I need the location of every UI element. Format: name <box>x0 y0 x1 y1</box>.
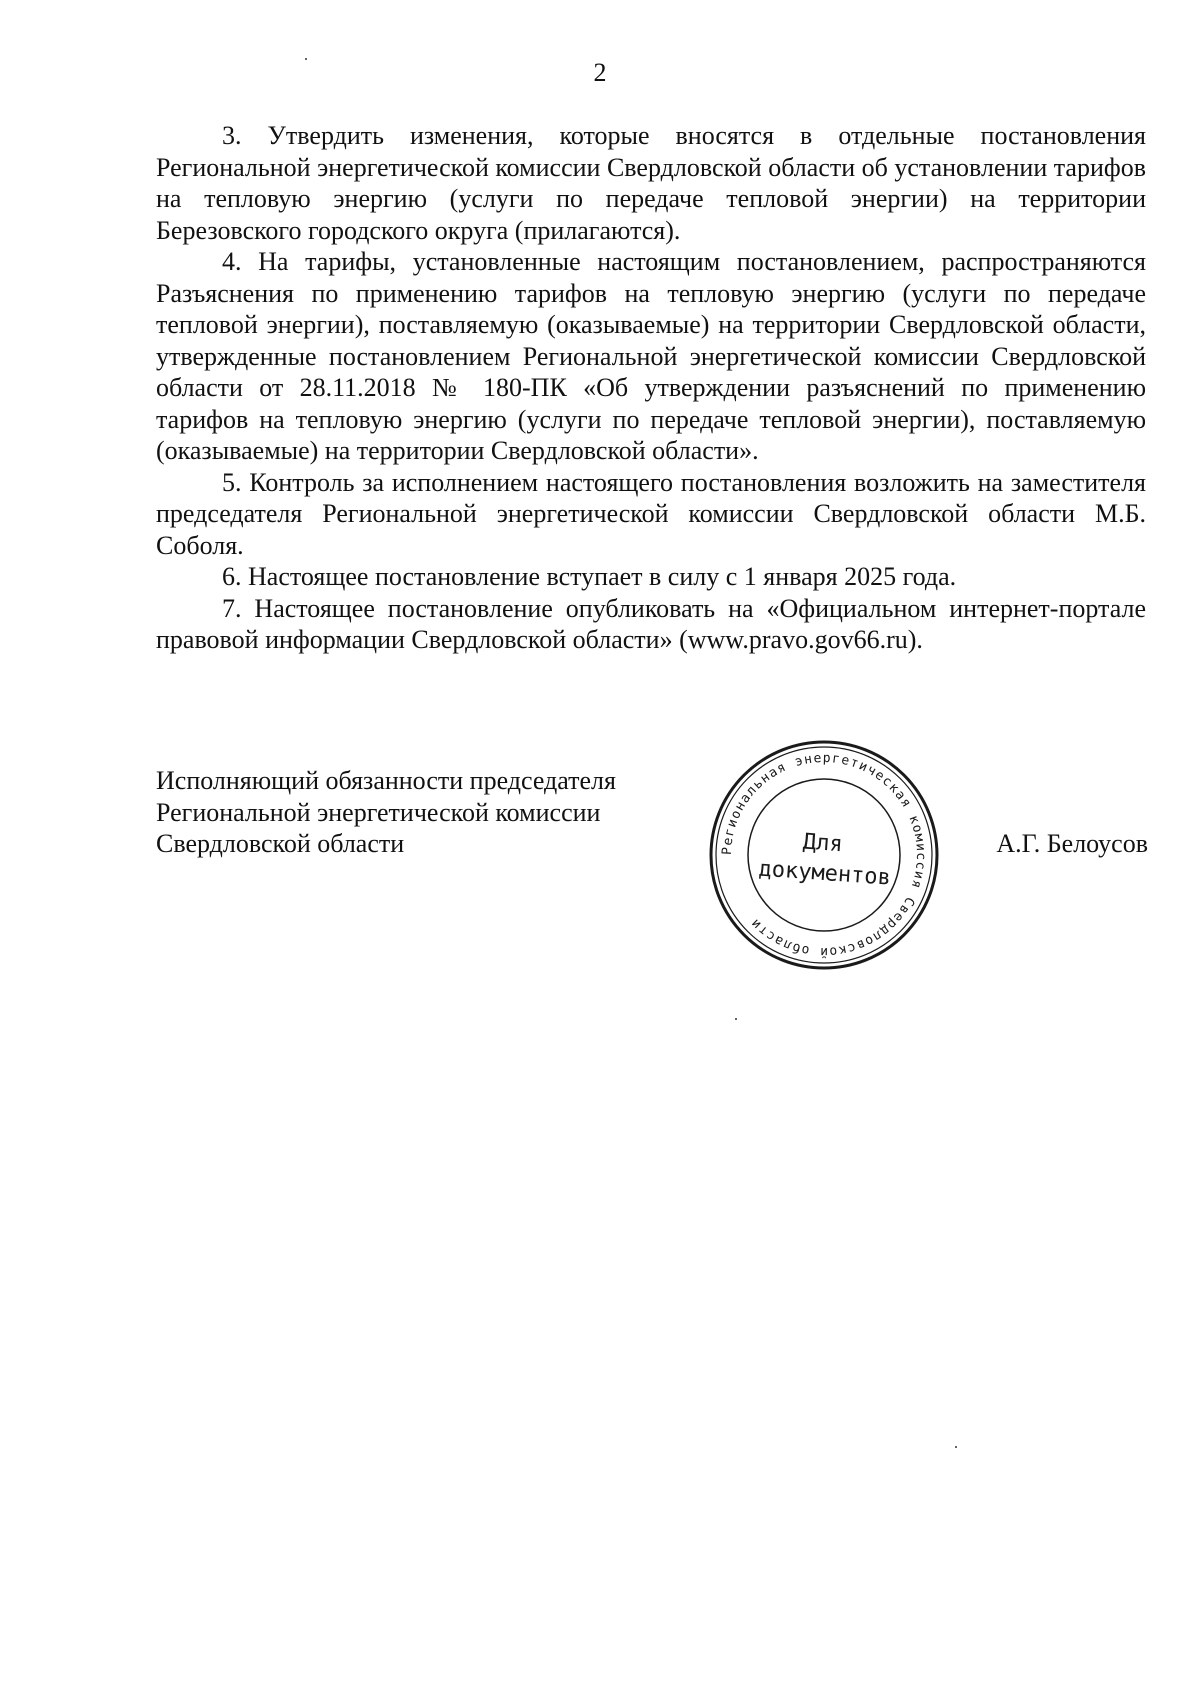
signatory-name: А.Г. Белоусов <box>996 829 1148 858</box>
scan-speck <box>305 58 307 60</box>
scan-speck <box>735 1018 737 1020</box>
paragraph-7: 7. Настоящее постановление опубликовать на «Официальном интернет-портале правовой информации Свердловской области» (www.pravo.gov66.ru). <box>156 593 1146 654</box>
stamp-center-line: документов <box>757 856 892 891</box>
signatory-position <box>156 765 616 860</box>
paragraph-5: 5. Контроль за исполнением настоящего постановления возложить на заместителя председателя Региональной энергетической комиссии Свердловской области М.Б. Соболя. <box>156 467 1146 560</box>
paragraph-3: 3. Утвердить изменения, которые вносятся в отдельные постановления Региональной энергетической комиссии Свердловской области об установлении тарифов на тепловую энергию (услуги по передаче тепловой энергии) на территории Березовского городского округа (прилагаются). <box>156 121 1146 245</box>
paragraph-4: 4. На тарифы, установленные настоящим постановлением, распространяются Разъяснения по применению тарифов на тепловую энергию (услуги по передаче тепловой энергии), поставляемую (оказываемые) на территории Свердловской области, утвержденные постановлением Региональной энергетической комиссии Свердловской области от 28.11.2018 № 180-ПК «Об утверждении разъяснений по применению тарифов на тепловую энергию (услуги по передаче тепловой энергии), поставляемую (оказываемые) на территории Свердловской области». <box>156 247 1146 465</box>
signatory-position-line: Свердловской области <box>156 829 405 858</box>
scan-speck <box>955 1446 957 1448</box>
document-body <box>156 120 1146 656</box>
page-number: 2 <box>593 58 607 87</box>
signatory-position-line: Исполняющий обязанности председателя <box>156 766 616 795</box>
paragraph-6: 6. Настоящее постановление вступает в силу с 1 января 2025 года. <box>222 562 957 591</box>
stamp-center-line: Для <box>802 829 844 858</box>
stamp-ring-text: Региональная энергетическая комиссия Свердловской области <box>719 750 929 960</box>
signature-block <box>156 750 1148 985</box>
official-stamp <box>704 735 944 975</box>
signatory-position-line: Региональной энергетической комиссии <box>156 797 601 827</box>
